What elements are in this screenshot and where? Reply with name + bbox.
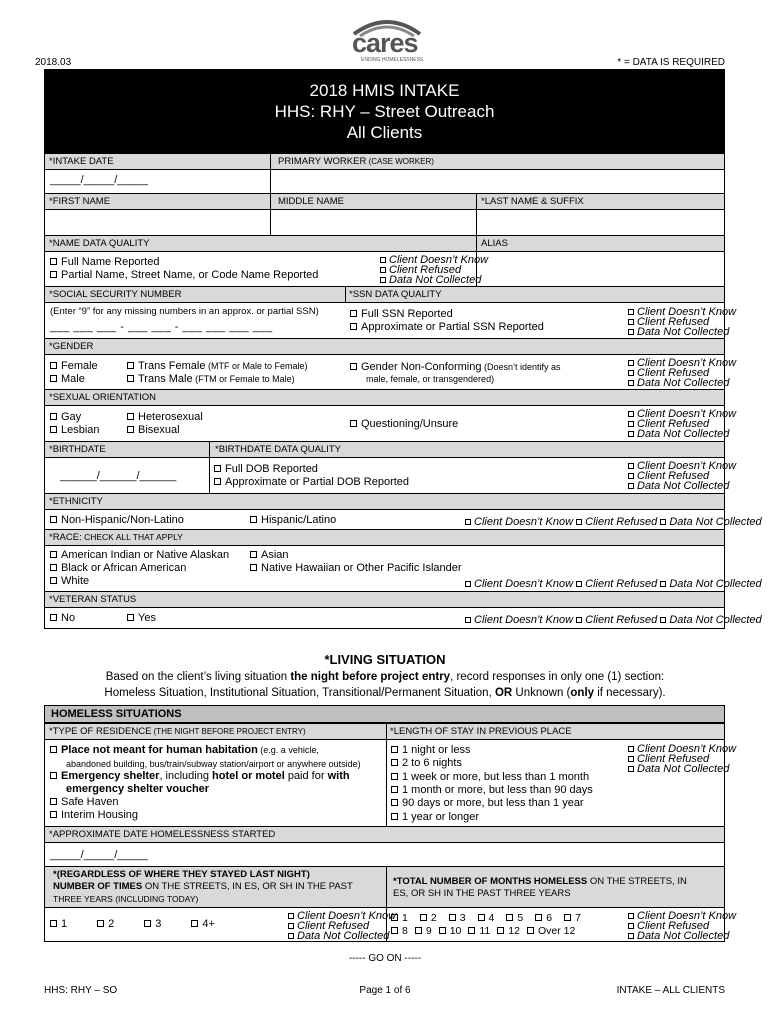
checkbox-icon — [506, 914, 513, 921]
gender-dnc-option[interactable]: Data Not Collected — [628, 377, 729, 389]
type-place-note: abandoned building, bus/train/subway station/airport or anywhere outside) — [66, 759, 361, 769]
checkbox-icon — [628, 309, 634, 315]
ssn-approx-option[interactable]: Approximate or Partial SSN Reported — [350, 321, 544, 333]
checkbox-icon — [50, 614, 57, 621]
months-option[interactable]: 2 — [420, 912, 437, 924]
dob-full-option[interactable]: Full DOB Reported — [214, 463, 318, 475]
checkbox-icon — [628, 766, 634, 772]
ssn-dq-label: *SSN DATA QUALITY — [349, 289, 442, 300]
form-version: 2018.03 — [35, 57, 72, 68]
months-option[interactable]: 5 — [506, 912, 523, 924]
first-name-field[interactable] — [45, 211, 269, 235]
last-name-label: *LAST NAME & SUFFIX — [481, 196, 584, 207]
months-option[interactable]: 8 — [391, 925, 408, 937]
ssn-label: *SOCIAL SECURITY NUMBER — [49, 289, 182, 300]
orient-dnc-option[interactable]: Data Not Collected — [628, 428, 729, 440]
length-6-option[interactable]: 1 year or longer — [391, 811, 479, 823]
race-unknown-options[interactable]: Client Doesn’t Know Client Refused Data Not Collected — [465, 578, 762, 590]
footer-left: HHS: RHY – SO — [44, 985, 118, 996]
months-option[interactable]: 12 — [497, 925, 520, 937]
checkbox-icon — [391, 759, 398, 766]
gender-label: *GENDER — [49, 341, 94, 352]
primary-worker-label: PRIMARY WORKER (CASE WORKER) — [278, 156, 434, 167]
type-place-not-meant-option[interactable]: Place not meant for human habitation (e.g. a vehicle, — [50, 744, 319, 756]
dob-refused-option[interactable]: Client Refused — [628, 470, 709, 482]
checkbox-icon — [50, 551, 57, 558]
checkbox-icon — [391, 927, 398, 934]
veteran-header-row — [44, 591, 725, 608]
race-header-row — [44, 529, 725, 546]
type-residence-label: *TYPE OF RESIDENCE (THE NIGHT BEFORE PROJECT ENTRY) — [49, 726, 306, 737]
ndq-refused-option[interactable]: Client Refused — [380, 264, 461, 276]
length-stay-label: *LENGTH OF STAY IN PREVIOUS PLACE — [390, 726, 572, 737]
living-instructions-1: Based on the client’s living situation the night before project entry, record responses in only one (1) section: — [105, 671, 665, 683]
checkbox-icon — [576, 617, 582, 623]
checkbox-icon — [50, 920, 57, 927]
checkbox-icon — [50, 271, 57, 278]
checkbox-icon — [628, 913, 634, 919]
checkbox-icon — [50, 564, 57, 571]
checkbox-icon — [350, 323, 357, 330]
checkbox-icon — [576, 581, 582, 587]
checkbox-icon — [628, 380, 634, 386]
ndq-dnc-option[interactable]: Data Not Collected — [380, 274, 481, 286]
months-option[interactable]: 7 — [564, 912, 581, 924]
times-options — [50, 918, 245, 930]
months-option[interactable]: 11 — [468, 925, 490, 937]
checkbox-icon — [50, 811, 57, 818]
months-option[interactable]: 9 — [415, 925, 432, 937]
checkbox-icon — [527, 927, 534, 934]
length-refused-option[interactable]: Client Refused — [628, 753, 709, 765]
checkbox-icon — [391, 746, 398, 753]
checkbox-icon — [50, 375, 57, 382]
vet-no-option[interactable]: No — [50, 612, 75, 624]
months-option[interactable]: 1 — [391, 912, 408, 924]
approx-date-field[interactable]: _____/_____/_____ — [50, 849, 148, 861]
orient-questioning-option[interactable]: Questioning/Unsure — [350, 418, 458, 430]
checkbox-icon — [50, 362, 57, 369]
checkbox-icon — [250, 564, 257, 571]
approx-date-label: *APPROXIMATE DATE HOMELESSNESS STARTED — [49, 829, 276, 840]
title-line3: All Clients — [346, 123, 423, 142]
vet-unknown-options[interactable]: Client Doesn’t Know Client Refused Data Not Collected — [465, 614, 762, 626]
length-dk-option[interactable]: Client Doesn’t Know — [628, 743, 736, 755]
checkbox-icon — [391, 799, 398, 806]
vet-yes-option[interactable]: Yes — [127, 612, 156, 624]
checkbox-icon — [628, 319, 634, 325]
checkbox-icon — [350, 363, 357, 370]
checkbox-icon — [127, 426, 134, 433]
eth-unknown-options[interactable]: Client Doesn’t Know Client Refused Data Not Collected — [465, 516, 762, 528]
ssn-field[interactable]: ___ ___ ___ - ___ ___ - ___ ___ ___ ___ — [50, 321, 273, 333]
checkbox-icon — [144, 920, 151, 927]
months-label: *TOTAL NUMBER OF MONTHS HOMELESS ON THE STREETS, IN ES, OR SH IN THE PAST THREE YEARS — [393, 876, 687, 899]
type-interim-housing-option[interactable]: Interim Housing — [50, 809, 138, 821]
orient-gay-option[interactable]: Gay — [50, 411, 81, 423]
checkbox-icon — [628, 756, 634, 762]
checkbox-icon — [478, 914, 485, 921]
living-heading: *LIVING SITUATION — [324, 652, 446, 667]
checkbox-icon — [97, 920, 104, 927]
times-option[interactable]: 2 — [97, 918, 114, 930]
checkbox-icon — [288, 923, 294, 929]
checkbox-icon — [391, 914, 398, 921]
title-line1: 2018 HMIS INTAKE — [309, 81, 460, 100]
times-refused-option[interactable]: Client Refused — [288, 920, 369, 932]
eth-nonhispanic-option[interactable]: Non-Hispanic/Non-Latino — [50, 514, 184, 526]
times-option[interactable]: 4+ — [191, 918, 215, 930]
checkbox-icon — [50, 772, 57, 779]
orient-dk-option[interactable]: Client Doesn’t Know — [628, 408, 736, 420]
checkbox-icon — [439, 927, 446, 934]
checkbox-icon — [415, 927, 422, 934]
footer-right: INTAKE – ALL CLIENTS — [616, 985, 725, 996]
intake-header-row — [44, 153, 725, 170]
checkbox-icon — [628, 431, 634, 437]
checkbox-icon — [497, 927, 504, 934]
orientation-header-row — [44, 389, 725, 406]
checkbox-icon — [564, 914, 571, 921]
homeless-type-header-row — [44, 723, 725, 740]
checkbox-icon — [214, 465, 221, 472]
logo-wordmark: cares — [352, 28, 418, 58]
veteran-label: *VETERAN STATUS — [49, 594, 137, 605]
eth-hispanic-option[interactable]: Hispanic/Latino — [250, 514, 336, 526]
race-label: *RACE: CHECK ALL THAT APPLY — [49, 532, 183, 543]
checkbox-icon — [628, 421, 634, 427]
checkbox-icon — [288, 933, 294, 939]
months-option[interactable]: 3 — [449, 912, 466, 924]
birthdate-dq-label: *BIRTHDATE DATA QUALITY — [215, 444, 341, 455]
checkbox-icon — [660, 581, 666, 587]
checkbox-icon — [468, 927, 475, 934]
birthdate-field[interactable]: ______/______/______ — [60, 470, 177, 482]
checkbox-icon — [465, 617, 471, 623]
primary-worker-field[interactable] — [272, 171, 724, 193]
months-option[interactable]: 6 — [535, 912, 552, 924]
last-name-field[interactable] — [477, 211, 724, 235]
living-instructions-2: Homeless Situation, Institutional Situation, Transitional/Permanent Situation, OR Unknown (only if necessary). — [104, 687, 666, 699]
go-on-text: ----- GO ON ----- — [348, 953, 422, 964]
checkbox-icon — [628, 329, 634, 335]
months-dnc-option[interactable]: Data Not Collected — [628, 930, 729, 942]
orient-bi-option[interactable]: Bisexual — [127, 424, 180, 436]
type-safe-haven-option[interactable]: Safe Haven — [50, 796, 118, 808]
type-emergency-shelter-option[interactable]: Emergency shelter, including hotel or motel paid for with — [50, 770, 350, 782]
ethnicity-label: *ETHNICITY — [49, 496, 103, 507]
dob-dk-option[interactable]: Client Doesn’t Know — [628, 460, 736, 472]
checkbox-icon — [50, 798, 57, 805]
ethnicity-header-row — [44, 493, 725, 510]
checkbox-icon — [465, 581, 471, 587]
checkbox-icon — [628, 411, 634, 417]
length-dnc-option[interactable]: Data Not Collected — [628, 763, 729, 775]
type-emergency-voucher-note: emergency shelter voucher — [66, 783, 210, 795]
checkbox-icon — [535, 914, 542, 921]
checkbox-icon — [50, 746, 57, 753]
ssn-full-option[interactable]: Full SSN Reported — [350, 308, 453, 320]
ssn-refused-option[interactable]: Client Refused — [628, 316, 709, 328]
cares-logo — [348, 14, 426, 66]
alias-label: ALIAS — [481, 238, 508, 249]
gender-refused-option[interactable]: Client Refused — [628, 367, 709, 379]
ssn-header-row — [44, 286, 725, 303]
ndq-partial-option[interactable]: Partial Name, Street Name, or Code Name Reported — [50, 269, 318, 281]
checkbox-icon — [628, 473, 634, 479]
times-dk-option[interactable]: Client Doesn’t Know — [288, 910, 396, 922]
checkbox-icon — [420, 914, 427, 921]
checkbox-icon — [250, 551, 257, 558]
middle-name-label: MIDDLE NAME — [278, 196, 344, 207]
footer-page: Page 1 of 6 — [359, 985, 411, 996]
checkbox-icon — [288, 913, 294, 919]
checkbox-icon — [465, 519, 471, 525]
race-nh-option[interactable]: Native Hawaiian or Other Pacific Islander — [250, 562, 462, 574]
checkbox-icon — [127, 614, 134, 621]
months-dk-option[interactable]: Client Doesn’t Know — [628, 910, 736, 922]
checkbox-icon — [380, 267, 386, 273]
checkbox-icon — [391, 813, 398, 820]
title-line2: HHS: RHY – Street Outreach — [274, 102, 495, 121]
gender-header-row — [44, 338, 725, 355]
checkbox-icon — [628, 933, 634, 939]
checkbox-icon — [50, 413, 57, 420]
dob-approx-option[interactable]: Approximate or Partial DOB Reported — [214, 476, 409, 488]
months-option[interactable]: 4 — [478, 912, 495, 924]
required-note: * = DATA IS REQUIRED — [617, 57, 725, 68]
checkbox-icon — [576, 519, 582, 525]
intake-date-field[interactable]: _____/_____/_____ — [50, 174, 148, 186]
months-options-row2 — [391, 925, 582, 937]
checkbox-icon — [127, 375, 134, 382]
checkbox-icon — [628, 360, 634, 366]
approx-date-header-row — [44, 826, 725, 843]
birthdate-label: *BIRTHDATE — [49, 444, 106, 455]
times-dnc-option[interactable]: Data Not Collected — [288, 930, 389, 942]
middle-name-field[interactable] — [271, 211, 475, 235]
ndq-dk-option[interactable]: Client Doesn’t Know — [380, 254, 488, 266]
checkbox-icon — [628, 463, 634, 469]
times-header-row — [44, 866, 725, 908]
ssn-dk-option[interactable]: Client Doesn’t Know — [628, 306, 736, 318]
checkbox-icon — [628, 746, 634, 752]
orient-refused-option[interactable]: Client Refused — [628, 418, 709, 430]
gender-gnc-note: male, female, or transgendered) — [366, 374, 495, 384]
first-name-label: *FIRST NAME — [49, 196, 111, 207]
homeless-header: HOMELESS SITUATIONS — [44, 705, 725, 723]
gender-male-option[interactable]: Male — [50, 373, 85, 385]
dob-dnc-option[interactable]: Data Not Collected — [628, 480, 729, 492]
months-refused-option[interactable]: Client Refused — [628, 920, 709, 932]
length-3-option[interactable]: 1 week or more, but less than 1 month — [391, 771, 589, 783]
checkbox-icon — [250, 516, 257, 523]
ssn-dnc-option[interactable]: Data Not Collected — [628, 326, 729, 338]
ssn-hint: (Enter “9” for any missing numbers in an approx. or partial SSN) — [50, 306, 319, 317]
ndq-full-option[interactable]: Full Name Reported — [50, 256, 159, 268]
checkbox-icon — [391, 786, 398, 793]
checkbox-icon — [50, 258, 57, 265]
checkbox-icon — [449, 914, 456, 921]
ndq-header-row — [44, 235, 725, 252]
length-2-option[interactable]: 2 to 6 nights — [391, 757, 462, 769]
length-1-option[interactable]: 1 night or less — [391, 744, 470, 756]
orientation-label: *SEXUAL ORIENTATION — [49, 392, 156, 403]
race-black-option[interactable]: Black or African American — [50, 562, 186, 574]
orient-lesbian-option[interactable]: Lesbian — [50, 424, 100, 436]
gender-tf-option[interactable]: Trans Female (MTF or Male to Female) — [127, 360, 307, 372]
race-white-option[interactable]: White — [50, 575, 89, 587]
name-dq-label: *NAME DATA QUALITY — [49, 238, 150, 249]
gender-gnc-option[interactable]: Gender Non-Conforming (Doesn’t identify as — [350, 361, 561, 373]
gender-tm-option[interactable]: Trans Male (FTM or Female to Male) — [127, 373, 295, 385]
months-options-row1 — [391, 912, 593, 924]
length-4-option[interactable]: 1 month or more, but less than 90 days — [391, 784, 593, 796]
checkbox-icon — [127, 362, 134, 369]
checkbox-icon — [660, 617, 666, 623]
times-label: *(REGARDLESS OF WHERE THEY STAYED LAST NIGHT) NUMBER OF TIMES ON THE STREETS, IN ES, OR SH IN THE PAST THREE YEARS (INCLUDING TODAY) — [53, 869, 353, 904]
orient-hetero-option[interactable]: Heterosexual — [127, 411, 203, 423]
race-asian-option[interactable]: Asian — [250, 549, 289, 561]
length-5-option[interactable]: 90 days or more, but less than 1 year — [391, 797, 584, 809]
alias-field[interactable] — [477, 253, 724, 287]
checkbox-icon — [628, 370, 634, 376]
times-option[interactable]: 1 — [50, 918, 67, 930]
months-option[interactable]: Over 12 — [527, 925, 575, 937]
checkbox-icon — [628, 923, 634, 929]
checkbox-icon — [191, 920, 198, 927]
checkbox-icon — [350, 310, 357, 317]
birth-header-row — [44, 441, 725, 458]
checkbox-icon — [127, 413, 134, 420]
checkbox-icon — [380, 257, 386, 263]
times-option[interactable]: 3 — [144, 918, 161, 930]
checkbox-icon — [50, 516, 57, 523]
checkbox-icon — [660, 519, 666, 525]
checkbox-icon — [350, 420, 357, 427]
checkbox-icon — [628, 483, 634, 489]
title-block — [44, 69, 725, 153]
names-header-row — [44, 193, 725, 210]
gender-dk-option[interactable]: Client Doesn’t Know — [628, 357, 736, 369]
checkbox-icon — [50, 426, 57, 433]
checkbox-icon — [391, 773, 398, 780]
gender-female-option[interactable]: Female — [50, 360, 98, 372]
checkbox-icon — [50, 577, 57, 584]
race-ai-option[interactable]: American Indian or Native Alaskan — [50, 549, 229, 561]
months-option[interactable]: 10 — [439, 925, 462, 937]
intake-date-label: *INTAKE DATE — [49, 156, 114, 167]
logo-tagline: ENDING HOMELESSNESS — [361, 57, 424, 63]
checkbox-icon — [214, 478, 221, 485]
checkbox-icon — [380, 277, 386, 283]
